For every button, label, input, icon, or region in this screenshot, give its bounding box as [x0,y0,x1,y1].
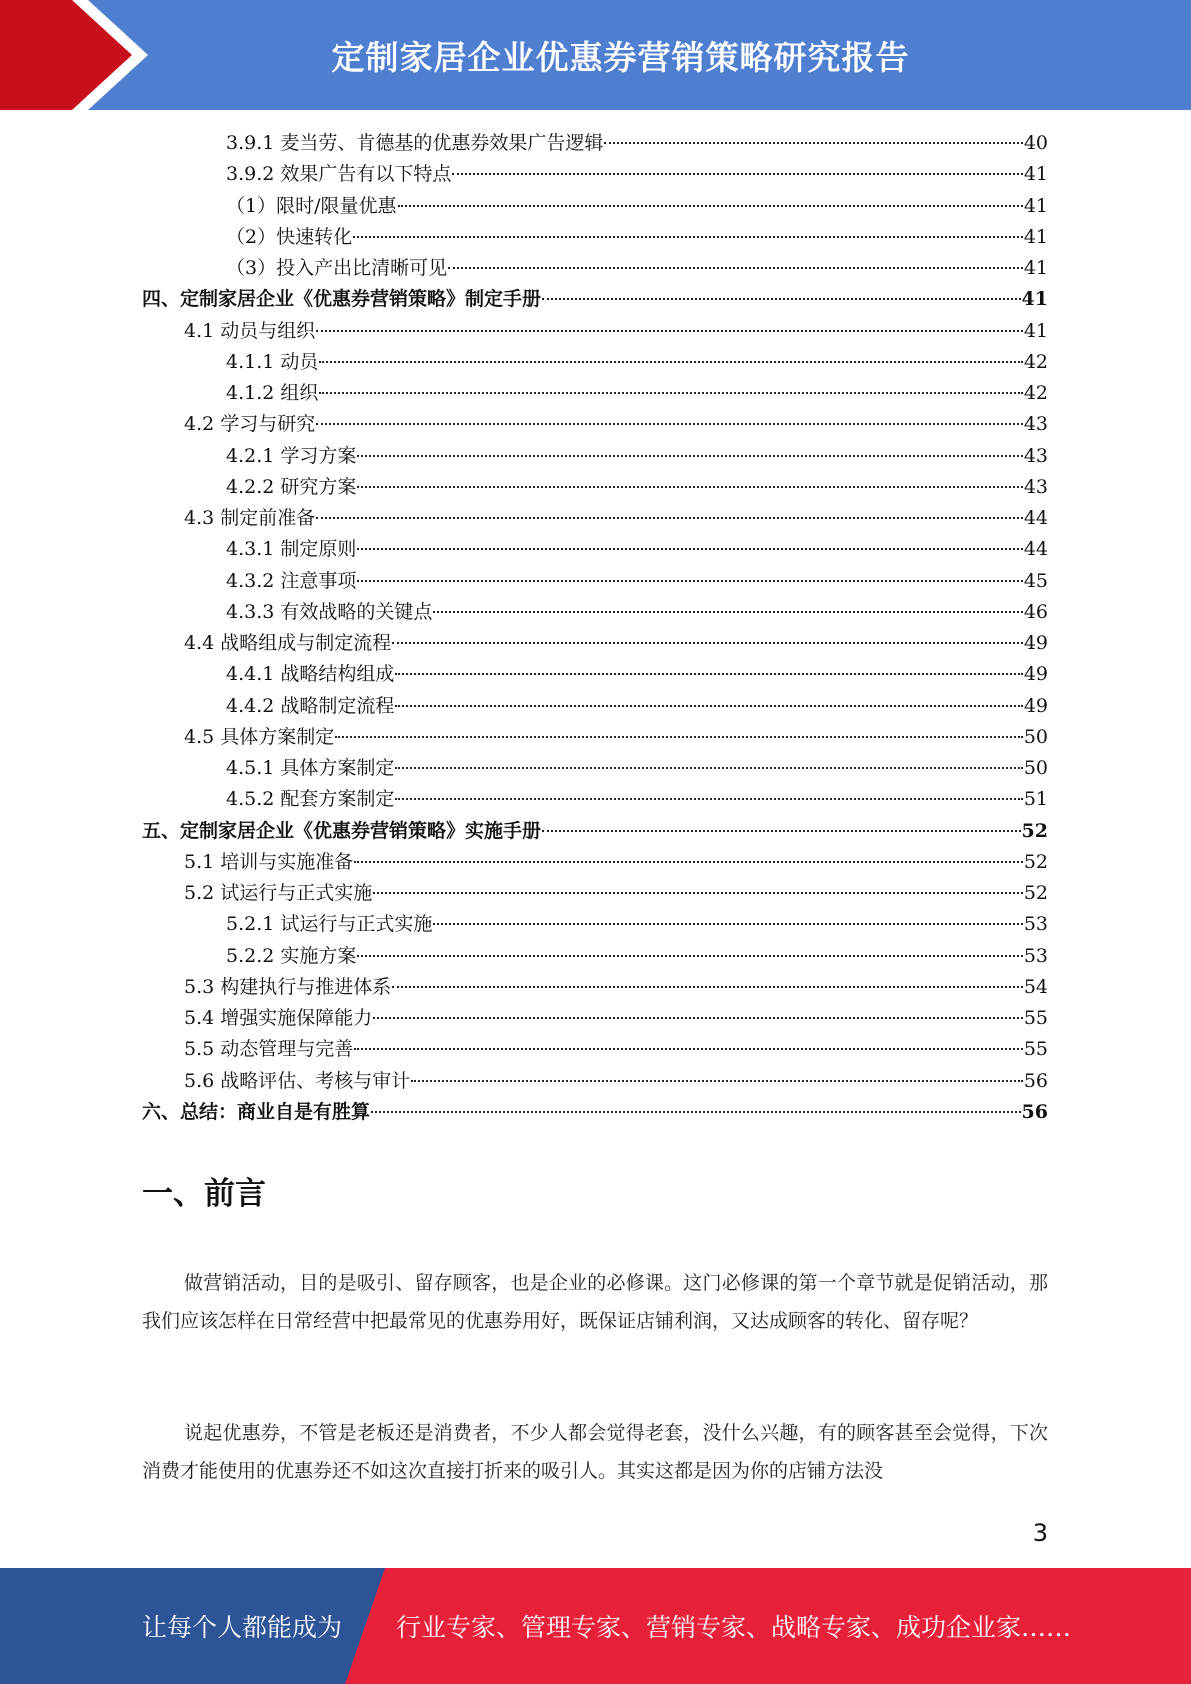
toc-entry-label: 4.1.2 组织 [226,382,319,404]
toc-entry-page: 41 [1023,194,1048,217]
toc-entry-label: 5.1 培训与实施准备 [184,850,354,873]
toc-entry[interactable] [142,753,1048,784]
footer-slogan-right: 行业专家、管理专家、营销专家、战略专家、成功企业家…… [396,1613,1072,1642]
toc-entry[interactable] [142,566,1048,597]
toc-entry-label: （3）投入产出比清晰可见 [226,257,448,279]
toc-entry[interactable] [142,159,1048,190]
toc-entry-page: 44 [1023,538,1048,561]
toc-entry-label: 4.3 制定前准备 [184,507,316,529]
toc-entry-label: 4.3.1 制定原则 [226,538,357,561]
toc-entry-page: 50 [1023,757,1048,779]
toc-entry[interactable] [142,316,1048,347]
toc-entry-label: 4.4.2 战略制定流程 [226,694,395,717]
toc-leader-dots [319,361,1022,363]
toc-entry-label: 4.1 动员与组织 [184,319,316,342]
toc-entry-page: 50 [1023,725,1048,748]
toc-entry[interactable] [142,722,1048,753]
toc-entry-page: 52 [1023,882,1048,904]
toc-entry-page: 41 [1021,288,1048,311]
toc-leader-dots [395,767,1022,769]
toc-entry-label: 4.4 战略组成与制定流程 [184,632,392,654]
toc-entry[interactable] [142,784,1048,815]
toc-entry-label: （2）快速转化 [226,225,353,248]
toc-entry-label: 4.2.2 研究方案 [226,475,357,498]
toc-entry-label: 4.2.1 学习方案 [226,444,357,467]
toc-entry-label: 4.5.2 配套方案制定 [226,788,395,811]
toc-leader-dots [357,455,1022,457]
toc-entry[interactable] [142,1066,1048,1097]
header-title: 定制家居企业优惠券营销策略研究报告 [331,37,910,77]
toc-entry-label: 五、定制家居企业《优惠券营销策略》实施手册 [142,819,542,842]
toc-entry-label: 5.6 战略评估、考核与审计 [184,1069,411,1092]
toc-entry[interactable] [142,409,1048,440]
toc-entry[interactable] [142,347,1048,378]
toc-entry[interactable] [142,472,1048,503]
toc-leader-dots [357,580,1022,582]
page-footer [0,1568,1191,1684]
toc-entry[interactable] [142,597,1048,628]
section-heading: 一、前言 [142,1176,266,1212]
toc-entry-page: 40 [1023,132,1048,154]
toc-leader-dots [354,1048,1023,1050]
toc-leader-dots [373,892,1023,894]
toc-entry[interactable] [142,378,1048,409]
toc-entry-page: 55 [1023,1038,1048,1061]
toc-entry-label: 4.3.3 有效战略的关键点 [226,600,433,623]
toc-entry[interactable] [142,659,1048,690]
toc-entry-label: 3.9.2 效果广告有以下特点 [226,163,452,186]
toc-entry[interactable] [142,847,1048,878]
toc-entry-page: 41 [1023,225,1048,248]
toc-entry-label: （1）限时/限量优惠 [226,194,397,217]
toc-entry-label: 4.5 具体方案制定 [184,725,335,748]
toc-entry-page: 49 [1023,694,1048,717]
toc-entry[interactable] [142,1003,1048,1034]
toc-entry-page: 53 [1023,944,1048,967]
toc-leader-dots [373,1017,1023,1019]
toc-entry-label: 4.3.2 注意事项 [226,569,357,592]
toc-entry-page: 43 [1023,444,1048,467]
table-of-contents [142,128,1048,1128]
toc-entry-page: 49 [1023,663,1048,686]
toc-entry-label: 5.2.2 实施方案 [226,944,357,967]
toc-entry[interactable] [142,816,1048,847]
toc-leader-dots [542,830,1021,832]
toc-entry-label: 5.2.1 试运行与正式实施 [226,913,433,936]
toc-entry-page: 41 [1023,257,1048,279]
toc-entry-page: 53 [1023,913,1048,936]
paragraph-text: 做营销活动，目的是吸引、留存顾客，也是企业的必修课。这门必修课的第一个章节就是促销活动，那我们应该怎样在日常经营中把最常见的优惠券用好，既保证店铺利润，又达成顾客的转化、留存呢？ [142,1272,1048,1332]
footer-slogan-left: 让每个人都能成为 [142,1613,343,1642]
toc-entry[interactable] [142,441,1048,472]
toc-leader-dots [411,1080,1023,1082]
toc-leader-dots [353,236,1023,238]
toc-entry-label: 3.9.1 麦当劳、肯德基的优惠券效果广告逻辑 [226,132,604,154]
toc-entry-page: 44 [1023,507,1048,529]
toc-entry-label: 4.4.1 战略结构组成 [226,663,395,686]
toc-leader-dots [357,955,1022,957]
toc-entry-page: 46 [1023,600,1048,623]
toc-entry[interactable] [142,909,1048,940]
toc-entry[interactable] [142,128,1048,159]
toc-entry-page: 43 [1023,413,1048,436]
body-paragraph-2 [142,1414,1048,1490]
toc-entry-label: 5.4 增强实施保障能力 [184,1007,373,1029]
toc-leader-dots [316,330,1023,332]
toc-leader-dots [395,798,1022,800]
toc-entry[interactable] [142,503,1048,534]
toc-leader-dots [316,423,1023,425]
toc-leader-dots [395,705,1022,707]
toc-entry-page: 56 [1023,1069,1048,1092]
toc-leader-dots [395,673,1022,675]
toc-entry-page: 49 [1023,632,1048,654]
toc-entry-page: 41 [1023,319,1048,342]
toc-entry-page: 52 [1023,850,1048,873]
toc-entry-page: 54 [1023,975,1048,998]
toc-entry[interactable] [142,253,1048,284]
toc-entry-page: 42 [1023,382,1048,404]
toc-entry-label: 六、总结：商业自是有胜算 [142,1100,371,1123]
toc-leader-dots [357,548,1022,550]
toc-entry[interactable] [142,1097,1048,1128]
toc-entry[interactable] [142,534,1048,565]
toc-entry-page: 52 [1021,819,1048,842]
toc-entry-page: 55 [1023,1007,1048,1029]
toc-leader-dots [604,142,1022,144]
toc-entry-page: 45 [1023,569,1048,592]
toc-leader-dots [319,392,1022,394]
page-header [0,0,1191,110]
toc-entry-label: 4.2 学习与研究 [184,413,316,436]
toc-leader-dots [433,611,1022,613]
toc-leader-dots [392,642,1023,644]
toc-leader-dots [316,517,1023,519]
toc-entry[interactable] [142,941,1048,972]
toc-entry[interactable] [142,628,1048,659]
toc-leader-dots [354,861,1023,863]
toc-leader-dots [542,298,1021,300]
toc-entry[interactable] [142,284,1048,315]
toc-entry[interactable] [142,972,1048,1003]
toc-leader-dots [335,736,1023,738]
toc-leader-dots [398,205,1023,207]
toc-entry-page: 51 [1023,788,1048,811]
toc-entry-page: 43 [1023,475,1048,498]
toc-entry[interactable] [142,691,1048,722]
toc-entry[interactable] [142,191,1048,222]
toc-leader-dots [448,267,1023,269]
toc-entry-label: 5.5 动态管理与完善 [184,1038,354,1061]
toc-leader-dots [433,923,1022,925]
toc-leader-dots [357,486,1022,488]
toc-entry-page: 56 [1021,1100,1048,1123]
paragraph-text: 说起优惠券，不管是老板还是消费者，不少人都会觉得老套，没什么兴趣，有的顾客甚至会觉得，下次消费才能使用的优惠券还不如这次直接打折来的吸引人。其实这都是因为你的店铺方法没 [142,1422,1048,1482]
toc-entry-label: 4.1.1 动员 [226,350,319,373]
toc-entry[interactable] [142,878,1048,909]
toc-leader-dots [392,986,1023,988]
toc-entry-label: 4.5.1 具体方案制定 [226,757,395,779]
toc-entry[interactable] [142,222,1048,253]
toc-entry-label: 四、定制家居企业《优惠券营销策略》制定手册 [142,288,542,311]
page-number: 3 [1032,1519,1048,1547]
toc-entry-page: 41 [1023,163,1048,186]
body-paragraph-1 [142,1264,1048,1340]
toc-entry-label: 5.3 构建执行与推进体系 [184,975,392,998]
toc-leader-dots [452,173,1022,175]
toc-leader-dots [371,1111,1021,1113]
toc-entry[interactable] [142,1034,1048,1065]
toc-entry-label: 5.2 试运行与正式实施 [184,882,373,904]
toc-entry-page: 42 [1023,350,1048,373]
